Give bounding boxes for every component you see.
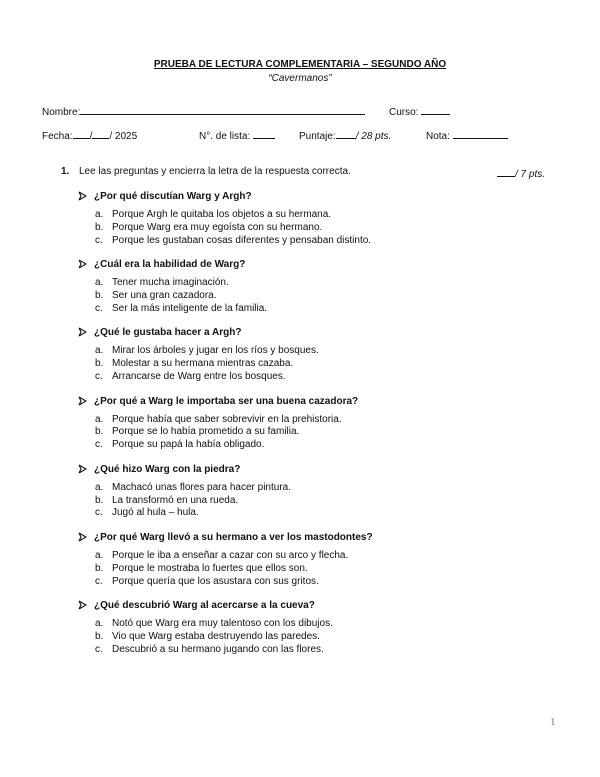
answer-option[interactable] bbox=[95, 303, 267, 314]
question-heading: ¿Qué hizo Warg con la piedra? bbox=[94, 463, 241, 475]
nota-blank[interactable] bbox=[453, 128, 508, 139]
arrow-bullet-icon bbox=[78, 464, 87, 477]
nombre-label: Nombre: bbox=[42, 107, 81, 118]
option-text: Porque le iba a enseñar a cazar con su arco y flecha. bbox=[112, 550, 349, 561]
puntaje-blank[interactable] bbox=[336, 128, 356, 139]
option-letter: c. bbox=[95, 371, 103, 382]
answer-option[interactable] bbox=[95, 277, 229, 288]
option-letter: c. bbox=[95, 439, 103, 451]
section-points bbox=[497, 166, 545, 180]
fecha-month-blank[interactable] bbox=[92, 128, 109, 139]
puntaje-field bbox=[299, 128, 391, 142]
option-text: Porque quería que los asustara con sus gritos. bbox=[112, 575, 319, 587]
answer-option[interactable] bbox=[95, 358, 293, 369]
lista-field bbox=[199, 128, 275, 142]
option-text: Porque se lo había prometido a su familia. bbox=[112, 426, 300, 438]
option-letter: c. bbox=[95, 643, 103, 655]
nota-field bbox=[426, 128, 508, 142]
curso-blank[interactable] bbox=[421, 104, 450, 115]
option-letter: b. bbox=[95, 494, 104, 506]
fecha-day-blank[interactable] bbox=[73, 128, 90, 139]
option-text: Porque les gustaban cosas diferentes y pensaban distinto. bbox=[112, 234, 372, 246]
answer-option[interactable] bbox=[95, 563, 308, 574]
answer-option[interactable] bbox=[95, 426, 299, 437]
curso-field bbox=[389, 104, 450, 118]
option-text: Porque su papá la había obligado. bbox=[112, 439, 265, 451]
answer-option[interactable] bbox=[95, 576, 319, 587]
arrow-bullet-icon bbox=[78, 191, 87, 204]
option-letter: a. bbox=[95, 618, 104, 630]
answer-option[interactable] bbox=[95, 235, 371, 246]
arrow-bullet-icon bbox=[78, 259, 87, 272]
answer-option[interactable] bbox=[95, 495, 238, 506]
option-text: Porque le mostraba lo fuertes que ellos son. bbox=[112, 562, 308, 574]
answer-option[interactable] bbox=[95, 371, 286, 382]
puntaje-label: Puntaje: bbox=[299, 131, 336, 142]
option-text: Porque Warg era muy egoísta con su hermano. bbox=[112, 221, 323, 233]
option-letter: a. bbox=[95, 209, 104, 220]
section-points-blank[interactable] bbox=[497, 166, 515, 177]
option-text: Ser una gran cazadora. bbox=[112, 290, 217, 301]
arrow-bullet-icon bbox=[78, 532, 87, 545]
nombre-blank[interactable] bbox=[80, 104, 365, 115]
answer-option[interactable] bbox=[95, 618, 333, 629]
question-heading: ¿Qué descubrió Warg al acercarse a la cueva? bbox=[94, 600, 315, 612]
arrow-bullet-icon bbox=[78, 327, 87, 340]
option-text: Machacó unas flores para hacer pintura. bbox=[112, 481, 291, 493]
option-letter: b. bbox=[95, 221, 104, 233]
option-text: Tener mucha imaginación. bbox=[112, 277, 229, 289]
answer-option[interactable] bbox=[95, 222, 322, 233]
answer-option[interactable] bbox=[95, 209, 331, 220]
fecha-year: / 2025 bbox=[109, 131, 138, 142]
option-letter: c. bbox=[95, 234, 103, 246]
option-letter: c. bbox=[95, 302, 103, 314]
option-letter: b. bbox=[95, 358, 104, 370]
option-letter: b. bbox=[95, 631, 104, 642]
lista-blank[interactable] bbox=[253, 128, 275, 139]
option-text: Jugó al hula – hula. bbox=[112, 507, 199, 519]
answer-option[interactable] bbox=[95, 482, 291, 493]
option-text: Descubrió a su hermano jugando con las flores. bbox=[112, 643, 324, 655]
option-letter: b. bbox=[95, 290, 104, 301]
option-text: Vio que Warg estaba destruyendo las paredes. bbox=[112, 631, 320, 642]
nombre-field bbox=[42, 104, 365, 118]
option-letter: a. bbox=[95, 413, 104, 425]
answer-option[interactable] bbox=[95, 644, 324, 655]
answer-option[interactable] bbox=[95, 290, 217, 301]
option-text: Molestar a su hermana mientras cazaba. bbox=[112, 358, 294, 370]
answer-option[interactable] bbox=[95, 631, 320, 642]
question-heading: ¿Por qué Warg llevó a su hermano a ver los mastodontes? bbox=[94, 532, 373, 543]
option-text: Notó que Warg era muy talentoso con los dibujos. bbox=[112, 618, 333, 630]
option-text: La transformó en una rueda. bbox=[112, 494, 239, 506]
option-letter: a. bbox=[95, 481, 104, 493]
fecha-label: Fecha: bbox=[42, 131, 73, 142]
question-heading: ¿Por qué a Warg le importaba ser una buena cazadora? bbox=[94, 395, 359, 407]
option-letter: a. bbox=[95, 550, 104, 561]
document-title: PRUEBA DE LECTURA COMPLEMENTARIA – SEGUNDO AÑO bbox=[153, 59, 447, 70]
answer-option[interactable] bbox=[95, 345, 319, 356]
option-text: Ser la más inteligente de la familia. bbox=[112, 302, 268, 314]
lista-label: N°. de lista: bbox=[199, 131, 251, 142]
option-text: Arrancarse de Warg entre los bosques. bbox=[112, 371, 286, 382]
option-letter: a. bbox=[95, 277, 104, 289]
section-points-label: / 7 pts. bbox=[515, 169, 546, 180]
fecha-separator: / bbox=[89, 131, 93, 142]
arrow-bullet-icon bbox=[78, 600, 87, 613]
option-text: Porque Argh le quitaba los objetos a su hermana. bbox=[112, 209, 332, 220]
question-heading: ¿Qué le gustaba hacer a Argh? bbox=[94, 327, 242, 339]
answer-option[interactable] bbox=[95, 550, 348, 561]
option-letter: c. bbox=[95, 507, 103, 519]
option-text: Mirar los árboles y jugar en los ríos y bosques. bbox=[112, 345, 319, 357]
curso-label: Curso: bbox=[389, 107, 419, 118]
document-subtitle: “Cavermanos” bbox=[268, 73, 332, 84]
arrow-bullet-icon bbox=[78, 396, 87, 409]
section-instruction: Lee las preguntas y encierra la letra de la respuesta correcta. bbox=[79, 166, 351, 177]
section-number: 1. bbox=[61, 166, 70, 177]
option-letter: a. bbox=[95, 345, 104, 357]
option-text: Porque había que saber sobrevivir en la prehistoria. bbox=[112, 413, 342, 425]
option-letter: c. bbox=[95, 575, 103, 587]
question-heading: ¿Cuál era la habilidad de Warg? bbox=[94, 259, 246, 271]
puntaje-total: / 28 pts. bbox=[355, 131, 392, 142]
answer-option[interactable] bbox=[95, 414, 342, 425]
page-number: 1 bbox=[550, 716, 556, 728]
answer-option[interactable] bbox=[95, 507, 199, 518]
answer-option[interactable] bbox=[95, 439, 264, 450]
option-letter: b. bbox=[95, 562, 104, 574]
fecha-field bbox=[42, 128, 137, 142]
nota-label: Nota: bbox=[426, 131, 450, 142]
question-heading: ¿Por qué discutían Warg y Argh? bbox=[94, 191, 252, 202]
option-letter: b. bbox=[95, 426, 104, 438]
